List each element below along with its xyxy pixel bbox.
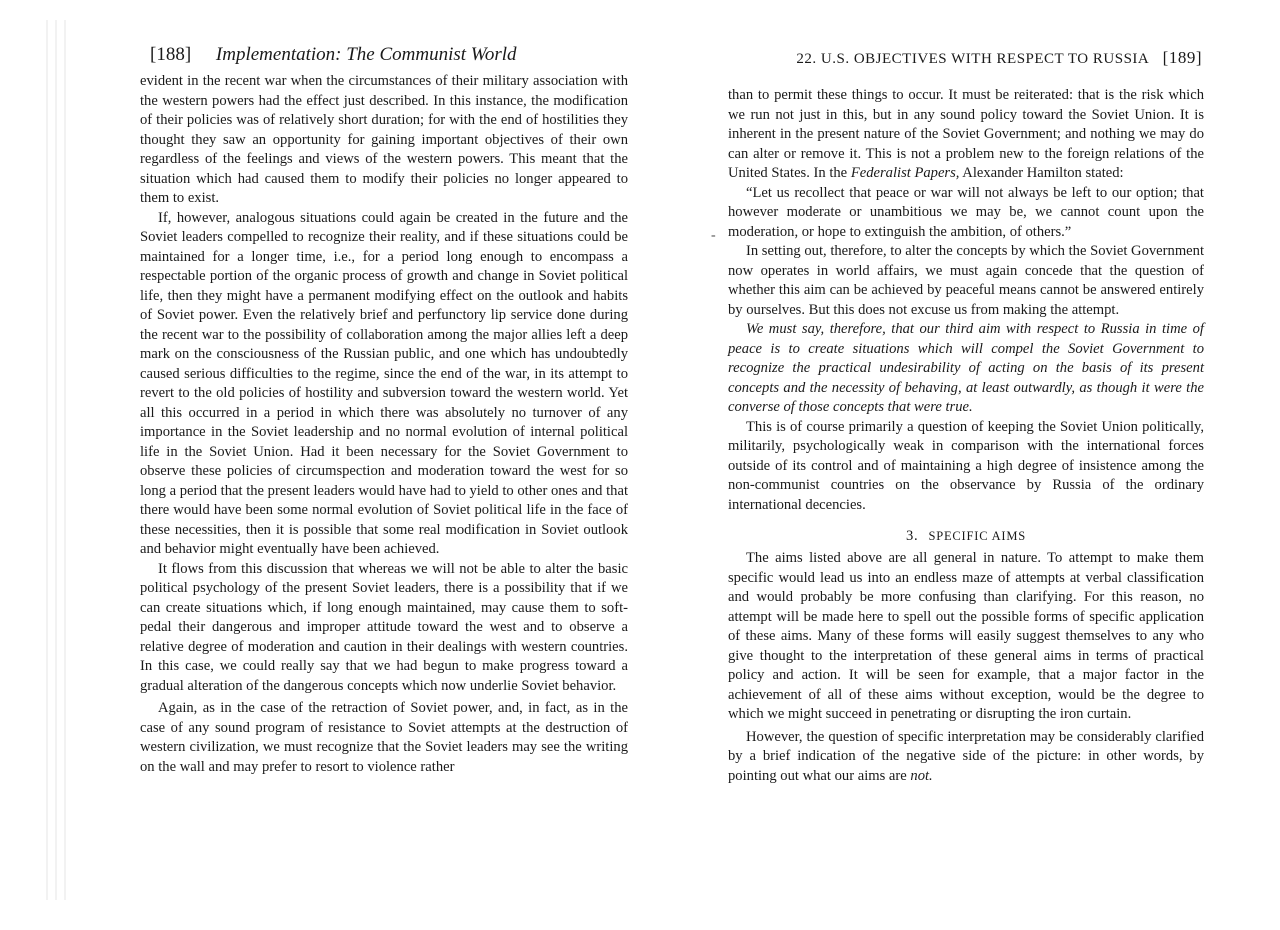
quotation-paragraph: “Let us recollect that peace or war will not always be left to our option; that however moderate or unambitious we may be, we cannot count upon the moderation, or hope to extinguish the ambition, of others.” — [728, 184, 1204, 240]
body-paragraph: This is of course primarily a question of keeping the Soviet Union politically, militarily, psychologically weak in comparison with the international forces outside of its control and of maintaining a high degree of insistence among the non-communist countries on the observance by Russia of the ordinary international decencies. — [728, 418, 1204, 513]
body-paragraph: In setting out, therefore, to alter the concepts by which the Soviet Government now operates in world affairs, we must again concede that the question of whether this aim can be achieved by peaceful means cannot be answered entirely by ourselves. But this does not excuse us from making the attempt. — [728, 243, 1204, 318]
body-paragraph — [728, 728, 1204, 787]
section-title: SPECIFIC AIMS — [928, 529, 1027, 543]
left-page-number: [188] — [150, 44, 192, 65]
right-page-number: [189] — [1162, 48, 1202, 67]
right-running-title: 22. U.S. OBJECTIVES WITH RESPECT TO RUSSIA — [796, 51, 1149, 67]
body-paragraph — [728, 86, 1204, 184]
left-page-body — [140, 72, 628, 777]
body-paragraph: The aims listed above are all general in nature. To attempt to make them specific would lead us into an endless maze of attempts at verbal classification and would probably be more confusing than clarifying. For this reason, no attempt will be made here to spell out the possible forms of specific application of these aims. Many of these forms will easily suggest themselves to any who give thought to the interpretation of these general aims in terms of practical policy and action. It will be seen for example, that a major factor in the achievement of all of these aims without exception, would be the degree to which we might succeed in penetrating or disrupting the iron curtain. — [728, 550, 1204, 722]
emphasized-paragraph: We must say, therefore, that our third aim with respect to Russia in time of peace is to create situations which will compel the Soviet Government to recognize the practical undesirability of acting on the basis of its present concepts and the necessity of behaving, at least outwardly, as though it were the converse of those concepts that were true. — [728, 321, 1204, 415]
left-running-title: Implementation: The Communist World — [215, 44, 517, 65]
body-paragraph: Again, as in the case of the retraction of Soviet power, and, in fact, as in the case of any sound program of resistance to Soviet attempts at the destruction of western civilization, we must recognize that the Soviet leaders may see the writing on the wall and may prefer to resort to violence rather — [140, 700, 628, 775]
paragraph-text: However, the question of specific interpretation may be considerably clarified by a brief indication of the negative side of the picture: in other words, by pointing out what our aims are — [728, 728, 1204, 784]
body-paragraph: evident in the recent war when the circumstances of their military association with the western powers had the effect just described. In this instance, the modification of their policies was of relatively short duration; for with the end of hostilities they thought they saw an opportunity for gaining important objectives of their own regardless of the feelings and views of the western powers. This meant that the situation which had caused them to modify their policies no longer appeared to them to exist. — [140, 73, 628, 206]
book-binding-edge — [42, 20, 72, 900]
margin-mark: - — [711, 228, 716, 243]
right-page-body — [728, 86, 1204, 786]
section-number: 3. — [905, 528, 919, 544]
right-running-head — [796, 48, 1202, 68]
paragraph-text: Alexander Hamilton stated: — [959, 165, 1124, 181]
paragraph-text: than to permit these things to occur. It must be reiterated: that is the risk which we run not just in this, but in any sound policy toward the Soviet Union. It is inherent in the present nature of the Soviet Government; and nothing we may do can alter or remove it. This is not a problem new to the foreign relations of the United States. In the — [728, 87, 1204, 181]
section-heading — [728, 527, 1204, 545]
body-paragraph: If, however, analogous situations could again be created in the future and the Soviet leaders compelled to recognize their reality, and if these situations could be maintained for a longer time, i.e., for a period long enough to encompass a respectable portion of the organic process of growth and change in Soviet political life, then they might have a permanent modifying effect on the outlook and habits of Soviet power. Even the relatively brief and perfunctory lip service done during the recent war to the possibility of collaboration among the major allies left a deep mark on the consciousness of the Russian public, and one which has undoubtedly caused serious difficulties to the regime, since the end of the war, in its attempt to revert to the old policies of hostility and subversion toward the western world. Yet all this occurred in a period in which there was absolutely no turnover of any importance in the Soviet leadership and no normal evolution of internal political life in the Soviet Union. Had it been necessary for the Soviet Government to observe these policies of circumspection and moderation toward the west for so long a period that the present leaders would have had to yield to other ones and that there would have been some normal evolution of Soviet political life in the face of these necessities, then it is possible that some real modification in Soviet outlook and behavior might eventually have been achieved. — [140, 209, 628, 557]
book-title-citation: Federalist Papers, — [850, 165, 960, 181]
left-running-head — [150, 44, 517, 66]
body-paragraph: It flows from this discussion that whereas we will not be able to alter the basic political psychology of the present Soviet leaders, there is a possibility that if we can create situations which, if long enough maintained, may cause them to soft-pedal their dangerous and improper attitude toward the west and to observe a relative degree of moderation and caution in their dealings with western countries. In this case, we could really say that we had begun to make progress toward a gradual alteration of the dangerous concepts which now underlie Soviet behavior. — [140, 560, 628, 694]
emphasized-word: not. — [910, 767, 933, 784]
